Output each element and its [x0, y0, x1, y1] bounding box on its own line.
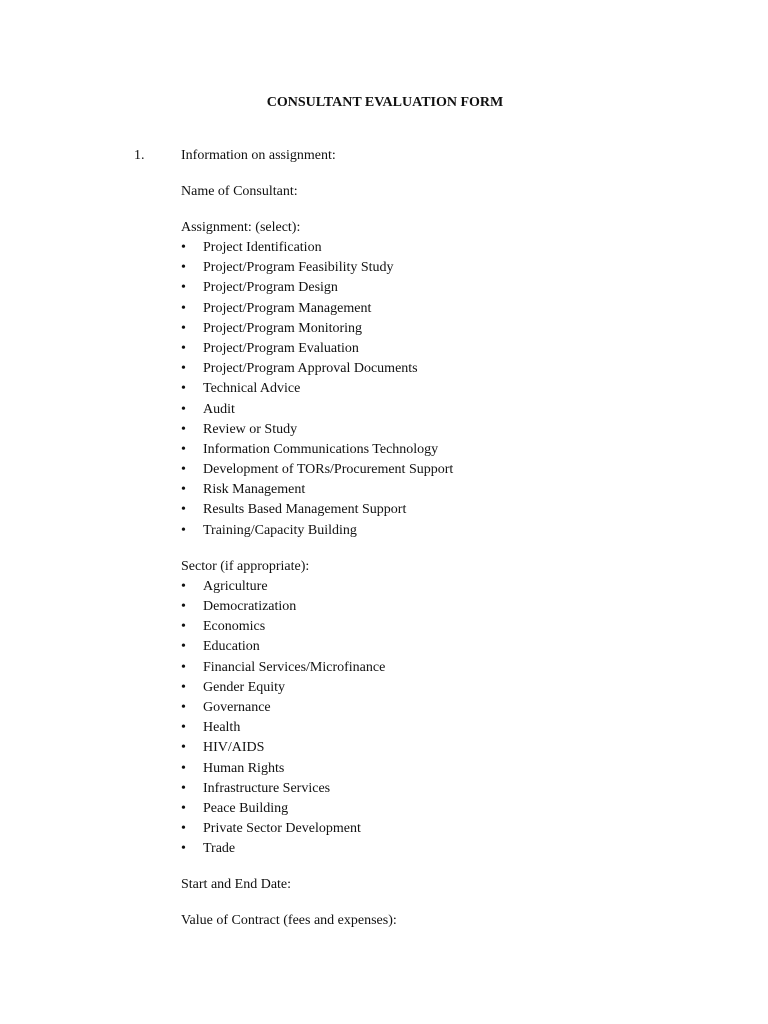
bullet-icon: • [181, 340, 186, 356]
bullet-icon: • [181, 320, 186, 336]
bullet-icon: • [181, 780, 186, 796]
assignment-option-item [181, 379, 741, 399]
bullet-icon: • [181, 740, 186, 756]
assignment-option-item-label: Audit [203, 401, 235, 417]
bullet-icon: • [181, 401, 186, 417]
sector-option-item-label: Infrastructure Services [203, 780, 331, 796]
sector-option-item-label: Economics [203, 619, 266, 635]
sector-option-item-label: Trade [203, 841, 236, 857]
sector-option-item [181, 839, 741, 859]
assignment-list [181, 238, 741, 541]
sector-option-item-label: Democratization [203, 599, 297, 614]
sector-option-item-label: Governance [203, 699, 271, 715]
bullet-icon: • [181, 800, 186, 816]
bullet-icon: • [181, 300, 186, 316]
form-title: CONSULTANT EVALUATION FORM [266, 95, 504, 110]
consultant-name-label: Name of Consultant: [181, 184, 298, 199]
bullet-icon: • [181, 841, 186, 857]
sector-option-item [181, 718, 741, 738]
contract-value-label: Value of Contract (fees and expenses): [181, 913, 397, 929]
bullet-icon: • [181, 599, 186, 614]
assignment-option-item [181, 420, 741, 440]
sector-option-item-label: Human Rights [203, 760, 285, 776]
sector-option-item [181, 759, 741, 779]
assignment-option-item-label: Project/Program Monitoring [203, 320, 363, 336]
assignment-option-item-label: Review or Study [203, 421, 298, 437]
assignment-option-item-label: Project/Program Evaluation [203, 340, 359, 356]
sector-option-item [181, 597, 741, 617]
sector-option-item-label: Private Sector Development [203, 821, 361, 837]
bullet-icon: • [181, 482, 186, 498]
bullet-icon: • [181, 522, 186, 538]
assignment-option-item [181, 299, 741, 319]
sector-option-item-label: Health [203, 720, 241, 736]
sector-option-item-label: Financial Services/Microfinance [203, 659, 386, 675]
bullet-icon: • [181, 659, 186, 675]
bullet-icon: • [181, 720, 186, 736]
sector-option-item [181, 678, 741, 698]
sector-option-item [181, 819, 741, 839]
assignment-option-item-label: Project/Program Approval Documents [203, 361, 418, 377]
bullet-icon: • [181, 679, 186, 695]
assignment-option-item-label: Training/Capacity Building [203, 522, 357, 538]
sector-option-item [181, 637, 741, 657]
bullet-icon: • [181, 260, 186, 276]
bullet-icon: • [181, 699, 186, 715]
assignment-option-item [181, 500, 741, 520]
assignment-option-item [181, 339, 741, 359]
assignment-option-item [181, 359, 741, 379]
bullet-icon: • [181, 821, 186, 837]
sector-label: Sector (if appropriate): [181, 558, 310, 574]
assignment-option-item [181, 278, 741, 298]
assignment-label: Assignment: (select): [181, 220, 301, 235]
section-content [181, 146, 741, 931]
bullet-icon: • [181, 441, 186, 457]
sector-option-item [181, 799, 741, 819]
sector-option-item-label: Peace Building [203, 800, 289, 816]
assignment-option-item [181, 258, 741, 278]
bullet-icon: • [181, 760, 186, 776]
dates-label: Start and End Date: [181, 877, 292, 893]
bullet-icon: • [181, 462, 186, 478]
assignment-option-item-label: Information Communications Technology [203, 441, 439, 457]
sector-option-item-label: HIV/AIDS [203, 740, 265, 756]
assignment-option-item [181, 400, 741, 420]
bullet-icon: • [181, 619, 186, 635]
assignment-option-item [181, 521, 741, 541]
assignment-option-item [181, 319, 741, 339]
bullet-icon: • [181, 578, 186, 594]
assignment-option-item-label: Risk Management [203, 482, 306, 498]
assignment-option-item [181, 440, 741, 460]
bullet-icon: • [181, 240, 186, 255]
sector-option-item [181, 779, 741, 799]
bullet-icon: • [181, 421, 186, 437]
bullet-icon: • [181, 502, 186, 518]
section-heading: Information on assignment: [181, 148, 336, 163]
sector-option-item-label: Agriculture [203, 578, 268, 594]
sector-option-item-label: Gender Equity [203, 679, 286, 695]
sector-option-item [181, 617, 741, 637]
assignment-option-item [181, 480, 741, 500]
bullet-icon: • [181, 639, 186, 655]
assignment-option-item [181, 460, 741, 480]
sector-option-item [181, 658, 741, 678]
sector-list [181, 577, 741, 860]
assignment-option-item-label: Development of TORs/Procurement Support [203, 462, 454, 478]
assignment-option-item-label: Project/Program Design [203, 280, 338, 296]
sector-option-item-label: Education [203, 639, 260, 655]
bullet-icon: • [181, 381, 186, 397]
sector-option-item [181, 698, 741, 718]
assignment-option-item-label: Technical Advice [203, 381, 301, 397]
sector-option-item [181, 738, 741, 758]
sector-option-item [181, 577, 741, 597]
assignment-option-item-label: Project Identification [203, 240, 322, 255]
assignment-option-item-label: Project/Program Management [203, 300, 372, 316]
assignment-option-item-label: Results Based Management Support [203, 502, 407, 518]
section-number: 1. [134, 148, 145, 163]
assignment-option-item [181, 238, 741, 258]
bullet-icon: • [181, 280, 186, 296]
assignment-option-item-label: Project/Program Feasibility Study [203, 260, 394, 276]
bullet-icon: • [181, 361, 186, 377]
